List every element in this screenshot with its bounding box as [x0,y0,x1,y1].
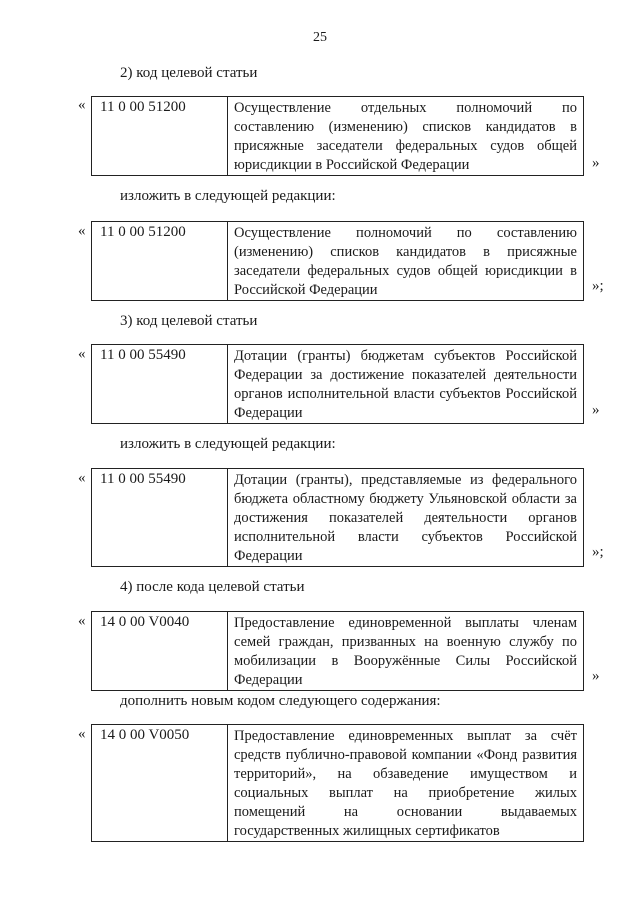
code-cell: 11 0 00 55490 [92,469,228,566]
close-quote: » [592,668,600,684]
description-cell: Предоставление единовременной выплаты членам семей граждан, призванных на военную службу по мобилизации в Вооружённые Силы Российской Федерации [234,615,577,688]
item4-heading: 4) после кода целевой статьи [120,579,305,595]
item3-instruction: изложить в следующей редакции: [120,436,336,452]
code-cell: 11 0 00 55490 [92,345,228,423]
open-quote: « [78,470,86,486]
description-cell: Дотации (гранты) бюджетам субъектов Российской Федерации за достижение показателей деятельности органов исполнительной власти субъектов Российской Федерации [234,348,577,421]
open-quote: « [78,97,86,113]
close-quote: » [592,402,600,418]
description-cell: Предоставление единовременных выплат за счёт средств публично-правовой компании «Фонд развития территорий», на обзаведение имуществом и социальных выплат на приобретение жилых помещений на основании выдаваемых государственных жилищных сертификатов [234,728,577,839]
open-quote: « [78,726,86,742]
table-row [91,611,584,691]
page-number: 25 [313,30,327,45]
table-row [91,724,584,842]
description-cell: Осуществление отдельных полномочий по составлению (изменению) списков кандидатов в присяжные заседатели федеральных судов общей юрисдикции в Российской Федерации [234,100,577,173]
code-cell: 11 0 00 51200 [92,222,228,300]
open-quote: « [78,223,86,239]
item3-heading: 3) код целевой статьи [120,313,258,329]
description-cell: Дотации (гранты), представляемые из федерального бюджета областному бюджету Ульяновской области за достижения показателей деятельности органов исполнительной власти субъектов Российской Федерации [234,472,577,564]
item2-instruction: изложить в следующей редакции: [120,188,336,204]
open-quote: « [78,613,86,629]
close-quote: » [592,155,600,171]
table-row [91,468,584,567]
close-quote: »; [592,544,604,560]
table-row [91,96,584,176]
close-quote: »; [592,278,604,294]
table-row [91,221,584,301]
item2-heading: 2) код целевой статьи [120,65,258,81]
code-cell: 14 0 00 V0040 [92,612,228,690]
code-cell: 11 0 00 51200 [92,97,228,175]
table-row [91,344,584,424]
description-cell: Осуществление полномочий по составлению (изменению) списков кандидатов в присяжные заседатели федеральных судов общей юрисдикции в Российской Федерации [234,225,577,298]
item4-instruction: дополнить новым кодом следующего содержания: [120,693,441,709]
open-quote: « [78,346,86,362]
code-cell: 14 0 00 V0050 [92,725,228,841]
